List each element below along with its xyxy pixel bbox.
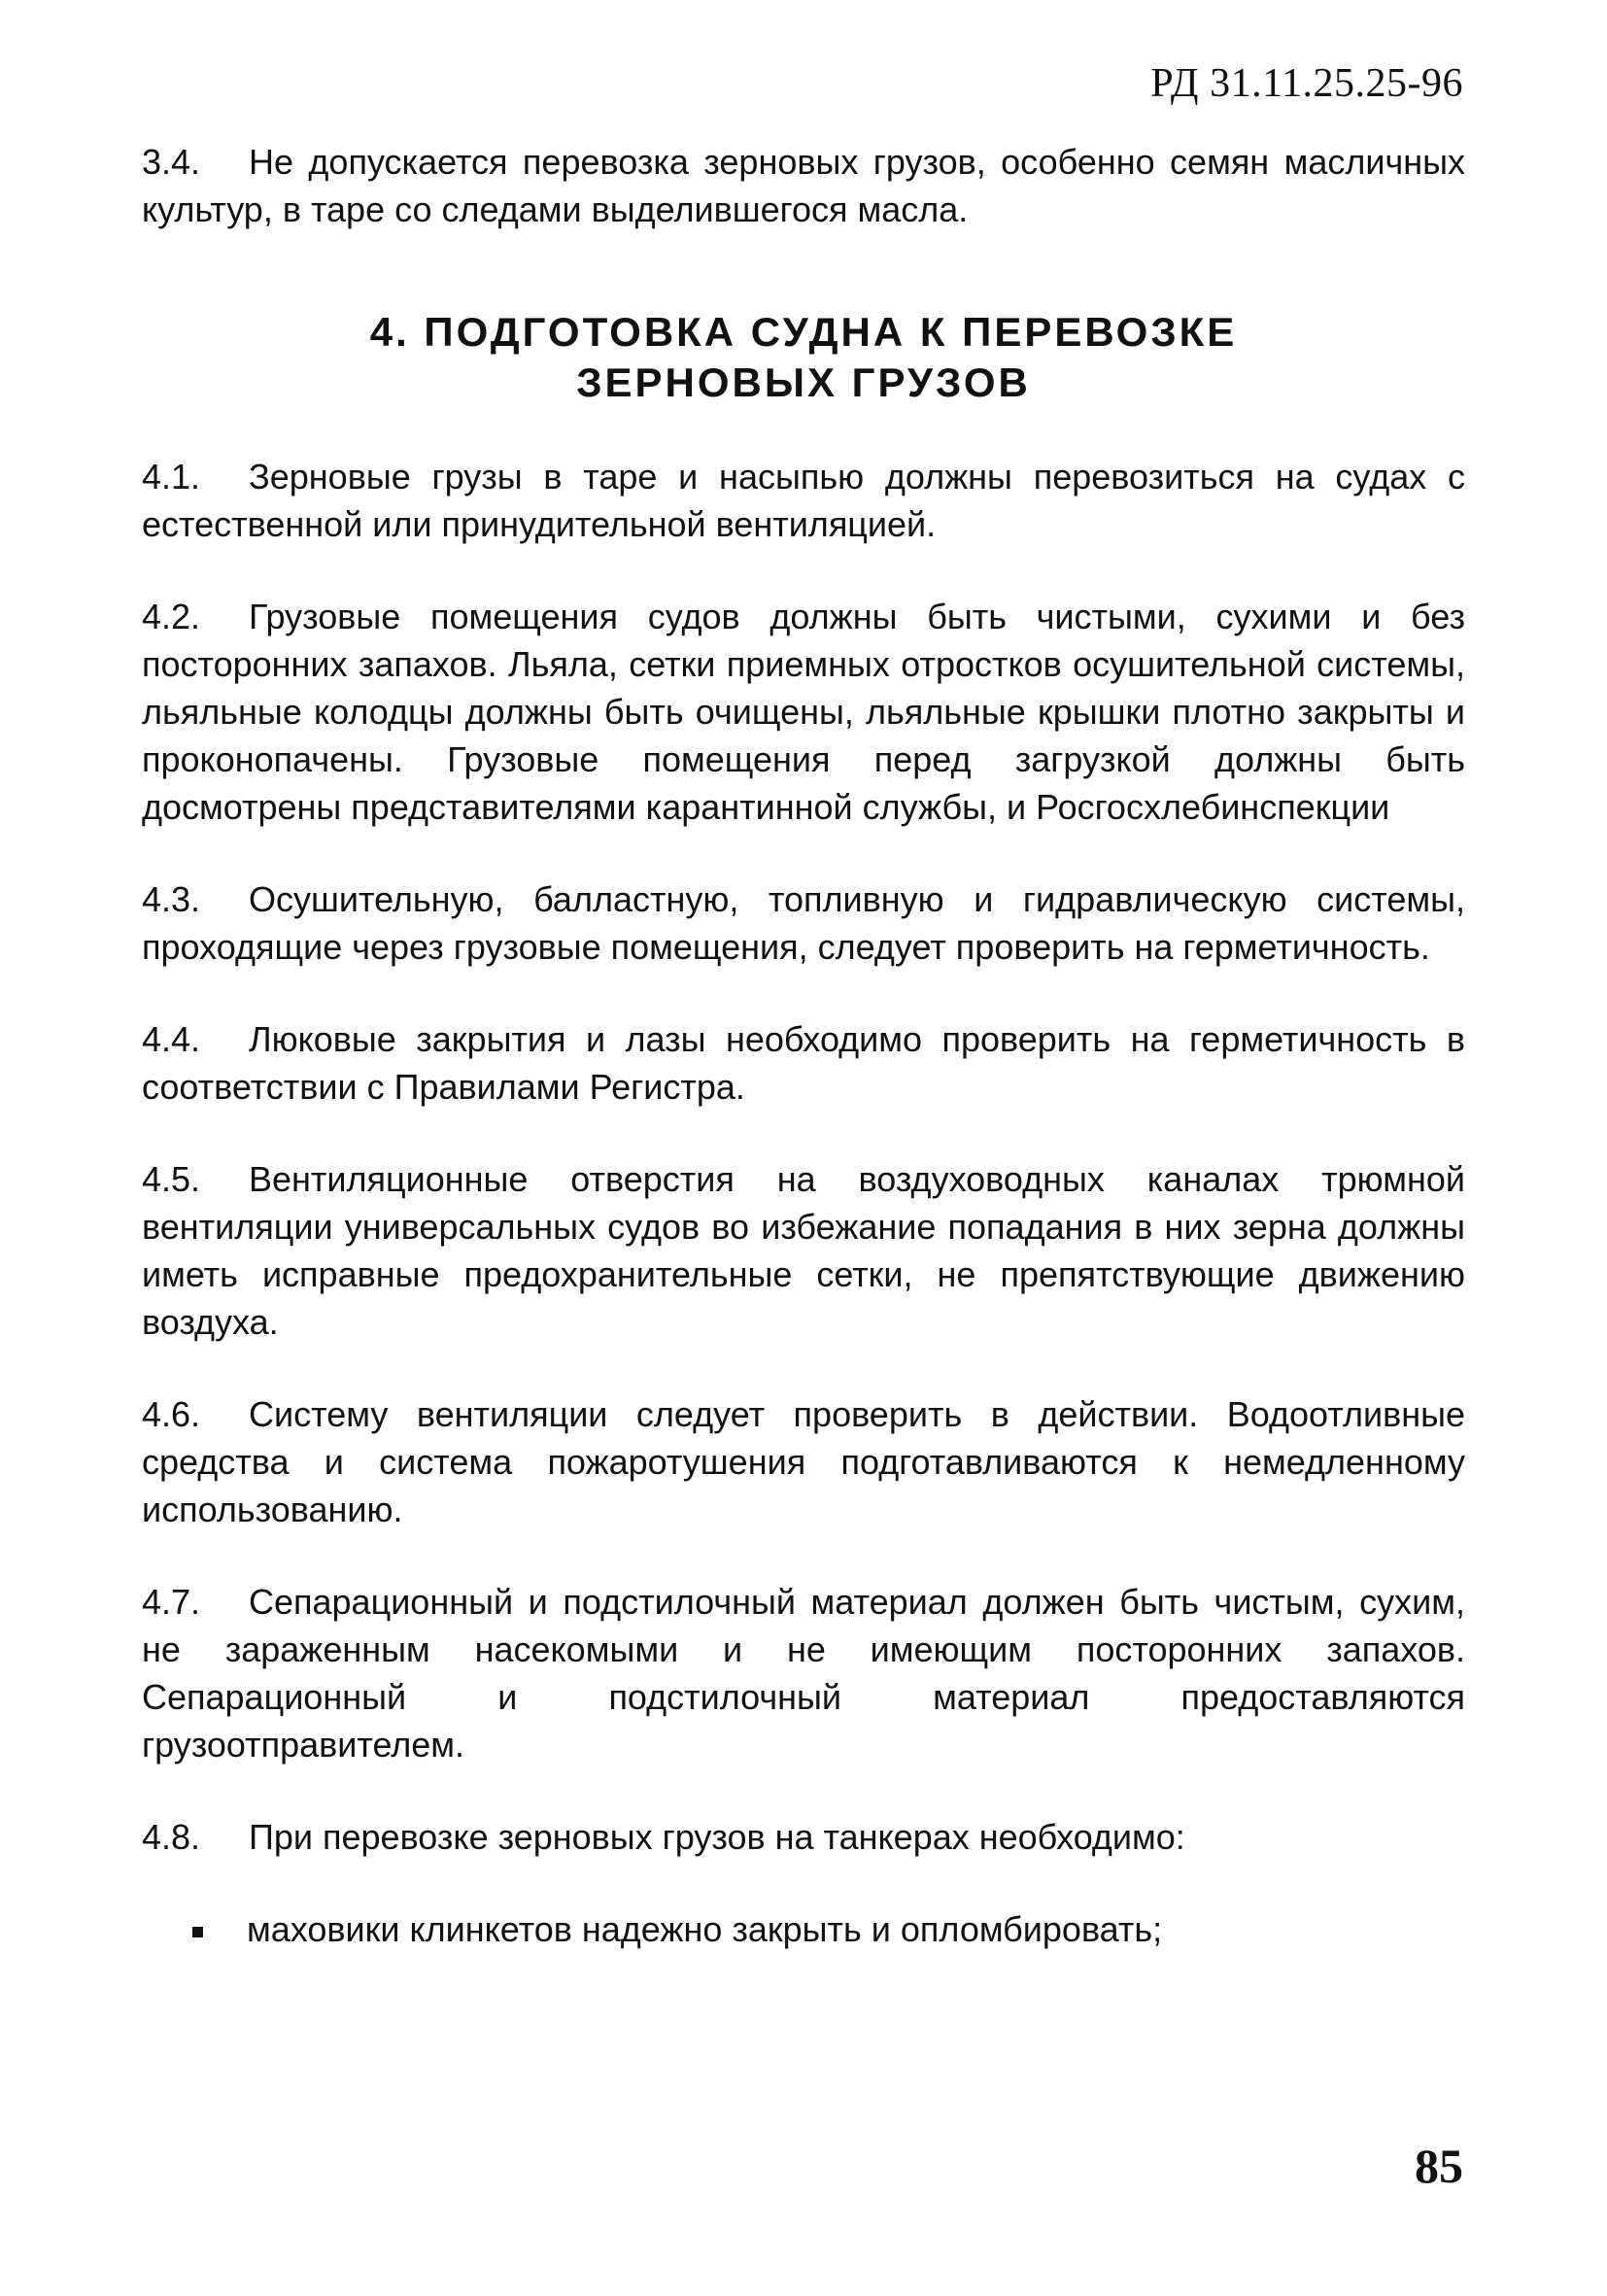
paragraph-number: 4.8. <box>142 1817 201 1857</box>
paragraph-text: Сепарационный и подстилочный материал должен быть чистым, сухим, не зараженным насекомыми и не имеющим посторонних запахов. Сепарационный и подстилочный материал предоставляются грузоотправителем. <box>142 1582 1465 1765</box>
page-number: 85 <box>1415 2139 1463 2193</box>
paragraph-number: 4.2. <box>142 597 201 636</box>
paragraph-4-8 <box>142 1813 1465 1861</box>
paragraph-text: Систему вентиляции следует проверить в действии. Водоотливные средства и система пожаротушения подготавливаются к немедленному использованию. <box>142 1394 1465 1529</box>
paragraph-number: 4.6. <box>142 1394 201 1434</box>
paragraph-text: Люковые закрытия и лазы необходимо проверить на герметичность в соответствии с Правилами Регистра. <box>142 1019 1465 1107</box>
paragraph-text: Вентиляционные отверстия на воздуховодных каналах трюмной вентиляции универсальных судов во избежание попадания в них зерна должны иметь исправные предохранительные сетки, не препятствующие движению воздуха. <box>142 1159 1465 1342</box>
paragraph-4-6 <box>142 1390 1465 1533</box>
paragraph-number: 4.3. <box>142 879 201 919</box>
paragraph-4-1 <box>142 453 1465 548</box>
paragraph-4-7 <box>142 1578 1465 1768</box>
paragraph-number: 4.4. <box>142 1019 201 1059</box>
paragraph-4-4 <box>142 1015 1465 1111</box>
paragraph-text: Зерновые грузы в таре и насыпью должны перевозиться на судах с естественной или принудительной вентиляцией. <box>142 457 1465 544</box>
paragraph-4-3 <box>142 875 1465 971</box>
document-code: РД 31.11.25.25-96 <box>1150 61 1463 106</box>
paragraph-text: Грузовые помещения судов должны быть чистыми, сухими и без посторонних запахов. Льяла, сетки приемных отростков осушительной системы, льяльные колодцы должны быть очищены, льяльные крышки плотно закрыты и проконопачены. Грузовые помещения перед загрузкой должны быть досмотрены представителями карантинной службы, и Росгосхлебинспекции <box>142 597 1465 827</box>
paragraph-3-4 <box>142 138 1465 233</box>
page-content <box>142 138 1465 1953</box>
section-title-line-1: 4. ПОДГОТОВКА СУДНА К ПЕРЕВОЗКЕ <box>369 309 1238 355</box>
square-bullet-icon <box>192 1927 203 1937</box>
paragraph-text: Осушительную, балластную, топливную и гидравлическую системы, проходящие через грузовые помещения, следует проверить на герметичность. <box>142 879 1465 967</box>
paragraph-text: Не допускается перевозка зерновых грузов, особенно семян масличных культур, в таре со следами выделившегося масла. <box>142 142 1465 229</box>
paragraph-number: 3.4. <box>142 142 201 182</box>
paragraph-4-5 <box>142 1155 1465 1346</box>
bullet-text: маховики клинкетов надежно закрыть и опломбировать; <box>247 1909 1163 1949</box>
section-title <box>142 307 1465 408</box>
section-title-line-2: ЗЕРНОВЫХ ГРУЗОВ <box>576 360 1031 405</box>
paragraph-4-2 <box>142 593 1465 831</box>
paragraph-number: 4.7. <box>142 1582 201 1622</box>
paragraph-text: При перевозке зерновых грузов на танкерах необходимо: <box>249 1817 1185 1857</box>
bullet-item <box>142 1905 1465 1953</box>
paragraph-number: 4.5. <box>142 1159 201 1199</box>
paragraph-number: 4.1. <box>142 457 201 497</box>
